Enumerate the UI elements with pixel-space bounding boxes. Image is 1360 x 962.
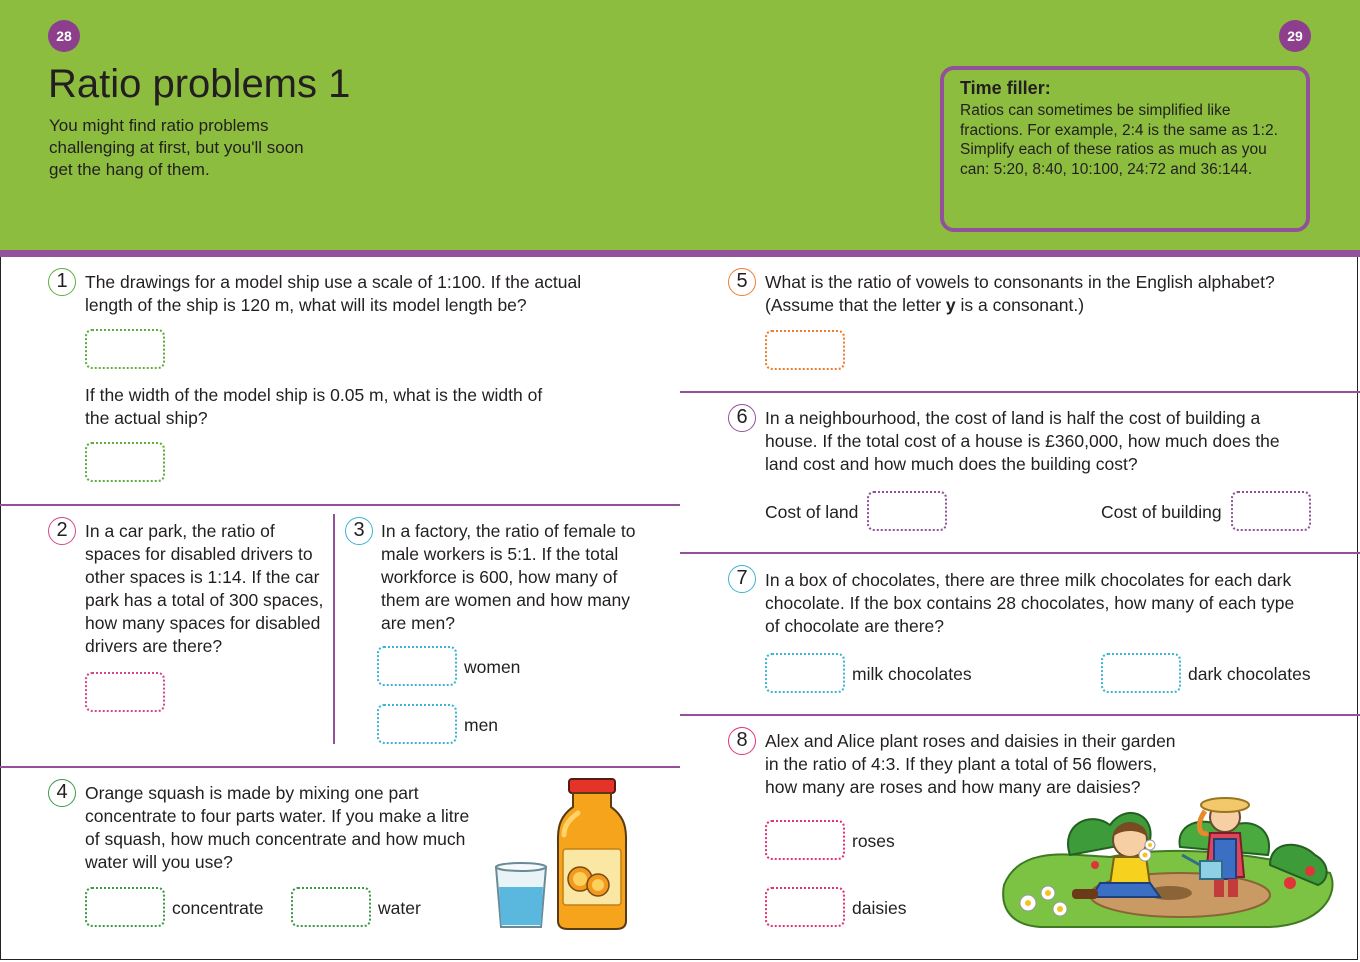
question-7-text: In a box of chocolates, there are three milk chocolates for each dark chocolate. If the box contains 28 chocolates, how many of each type of chocolate are there? [765, 570, 1295, 636]
answer-box-q3-women[interactable] [377, 646, 457, 686]
answer-box-q6-building[interactable] [1231, 491, 1311, 531]
divider-q2q3 [0, 766, 680, 768]
answer-box-q5[interactable] [765, 330, 845, 370]
question-number-1: 1 [48, 268, 76, 296]
answer-label-water: water [378, 898, 421, 918]
question-number-3: 3 [345, 517, 373, 545]
question-5-text [765, 271, 1325, 317]
intro-text: You might find ratio problems challenging at first, but you'll soon get the hang of them. [49, 116, 304, 179]
answer-label-concentrate: concentrate [172, 898, 264, 918]
question-5-letter-y: y [945, 295, 956, 315]
answer-label-milk-chocolates: milk chocolates [852, 664, 972, 684]
question-1-text-2: If the width of the model ship is 0.05 m, what is the width of the actual ship? [85, 385, 543, 428]
squash-bottle-and-glass-illustration [490, 775, 635, 935]
question-5-text-note-pre: (Assume that the letter [765, 295, 946, 315]
answer-label-cost-of-building: Cost of building [1101, 502, 1222, 522]
divider-q6 [680, 552, 1360, 554]
answer-box-q8-roses[interactable] [765, 820, 845, 860]
answer-box-q6-land[interactable] [867, 491, 947, 531]
divider-q5 [680, 391, 1360, 393]
question-8-text: Alex and Alice plant roses and daisies in their garden in the ratio of 4:3. If they plant a total of 56 flowers, how many are roses and how many are daisies? [765, 731, 1176, 797]
answer-label-women: women [464, 657, 521, 677]
answer-box-q8-daisies[interactable] [765, 887, 845, 927]
question-5-text-note-post: is a consonant.) [955, 295, 1085, 315]
time-filler-box [940, 66, 1310, 232]
answer-label-cost-of-land: Cost of land [765, 502, 859, 522]
answer-box-q1-actual-width[interactable] [85, 442, 165, 482]
answer-box-q2[interactable] [85, 672, 165, 712]
answer-box-q3-men[interactable] [377, 704, 457, 744]
answer-box-q1-model-length[interactable] [85, 329, 165, 369]
answer-label-roses: roses [852, 831, 895, 851]
divider-q7 [680, 714, 1360, 716]
question-number-4: 4 [48, 779, 76, 807]
answer-label-men: men [464, 715, 499, 735]
answer-box-q7-dark[interactable] [1101, 653, 1181, 693]
question-number-5: 5 [728, 268, 756, 296]
time-filler-body: Ratios can sometimes be simplified like fractions. For example, 2:4 is the same as 1:2. Simplify each of these ratios as much as you can: 5:20, 8:40, 10:100, 24:72 and 36:144. [960, 102, 1278, 178]
question-6-text: In a neighbourhood, the cost of land is half the cost of building a house. If the total cost of a house is £360,000, how much does the land cost and how much does the building cost? [765, 408, 1280, 474]
answer-box-q4-concentrate[interactable] [85, 887, 165, 927]
garden-planting-illustration [1000, 785, 1340, 935]
header-divider [0, 250, 1360, 257]
divider-q1 [0, 504, 680, 506]
question-1-text: The drawings for a model ship use a scale of 1:100. If the actual length of the ship is 120 m, what will its model length be? [85, 272, 582, 315]
question-3-text: In a factory, the ratio of female to male workers is 5:1. If the total workforce is 600, how many of them are women and how many are men? [381, 521, 636, 633]
question-number-7: 7 [728, 565, 756, 593]
time-filler-heading: Time filler: [960, 78, 1051, 98]
answer-label-daisies: daisies [852, 898, 907, 918]
answer-box-q4-water[interactable] [291, 887, 371, 927]
answer-box-q7-milk[interactable] [765, 653, 845, 693]
page-number-right: 29 [1279, 20, 1311, 52]
question-5-text-main: What is the ratio of vowels to consonants in the English alphabet? [765, 272, 1275, 292]
divider-q2-q3 [333, 514, 335, 744]
page-number-left: 28 [48, 20, 80, 52]
question-number-6: 6 [728, 404, 756, 432]
page-title: Ratio problems 1 [48, 62, 351, 106]
question-number-2: 2 [48, 517, 76, 545]
question-number-8: 8 [728, 727, 756, 755]
question-4-text: Orange squash is made by mixing one part concentrate to four parts water. If you make a litre of squash, how much concentrate and how much water will you use? [85, 783, 470, 872]
answer-label-dark-chocolates: dark chocolates [1188, 664, 1311, 684]
question-2-text: In a car park, the ratio of spaces for disabled drivers to other spaces is 1:14. If the car park has a total of 300 spaces, how many spaces for disabled drivers are there? [85, 521, 324, 656]
